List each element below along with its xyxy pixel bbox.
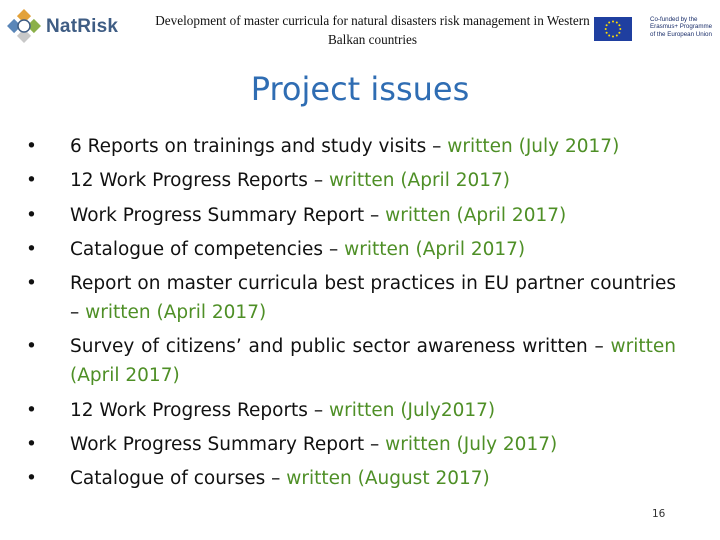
bullet-icon: • <box>26 204 37 226</box>
slide-title: Project issues <box>250 70 470 108</box>
item-status: written (August 2017) <box>280 468 490 490</box>
item-text: 12 Work Progress Reports <box>70 170 314 192</box>
list-item <box>26 269 676 327</box>
eu-cofunded-logo <box>594 15 714 43</box>
natrisk-logo <box>4 6 134 46</box>
item-dash: – <box>432 136 442 157</box>
list-item <box>26 396 676 425</box>
page-number: 16 <box>652 508 666 520</box>
item-dash: – <box>370 434 380 456</box>
item-text: Catalogue of competencies <box>70 238 329 260</box>
bullet-icon: • <box>26 468 37 490</box>
item-status: written (April 2017) <box>379 204 567 226</box>
item-status: written (July 2017) <box>379 434 558 456</box>
natrisk-logo-icon <box>4 6 44 46</box>
item-text: Survey of citizens’ and public sector awareness written <box>70 336 595 358</box>
list-item <box>26 464 676 493</box>
item-dash: – <box>370 204 380 226</box>
item-text: 6 Reports on trainings and study visits <box>70 136 433 157</box>
bullet-icon: • <box>26 170 37 192</box>
item-status: written (April 2017) <box>70 336 676 387</box>
natrisk-logo-text: NatRisk <box>46 16 119 37</box>
item-status: written (July2017) <box>323 399 496 421</box>
item-text: Report on master curricula best practices in EU partner countries <box>70 273 676 295</box>
item-dash: – <box>313 170 324 192</box>
bullet-icon: • <box>26 399 37 421</box>
item-dash: – <box>594 336 604 358</box>
bullet-icon: • <box>26 273 37 295</box>
item-text: 12 Work Progress Reports <box>70 399 314 421</box>
item-text: Catalogue of courses <box>70 468 272 490</box>
bullet-icon: • <box>26 238 37 260</box>
item-status: written (April 2017) <box>323 170 511 192</box>
list-item <box>26 132 676 161</box>
item-status: written (April 2017) <box>79 302 267 324</box>
item-dash: – <box>313 399 324 421</box>
project-header-title: Development of master curricula for natural disasters risk management in Western Balkan countries <box>155 13 590 47</box>
project-issues-list <box>26 132 676 499</box>
bullet-icon: • <box>26 336 37 358</box>
bullet-icon: • <box>26 136 37 157</box>
item-status: written (July 2017) <box>441 136 620 157</box>
item-text: Work Progress Summary Report <box>70 204 371 226</box>
item-dash: – <box>70 302 80 324</box>
list-item <box>26 430 676 459</box>
item-text: Work Progress Summary Report <box>70 434 371 456</box>
list-item <box>26 201 676 230</box>
item-dash: – <box>271 468 281 490</box>
eu-flag-icon <box>594 17 632 41</box>
list-item <box>26 235 676 264</box>
list-item <box>26 166 676 195</box>
bullet-icon: • <box>26 434 37 456</box>
item-status: written (April 2017) <box>338 238 526 260</box>
item-dash: – <box>328 238 339 260</box>
eu-cofunded-text: Co-funded by the Erasmus+ Programme of the European Union <box>650 16 713 38</box>
list-item <box>26 332 676 390</box>
